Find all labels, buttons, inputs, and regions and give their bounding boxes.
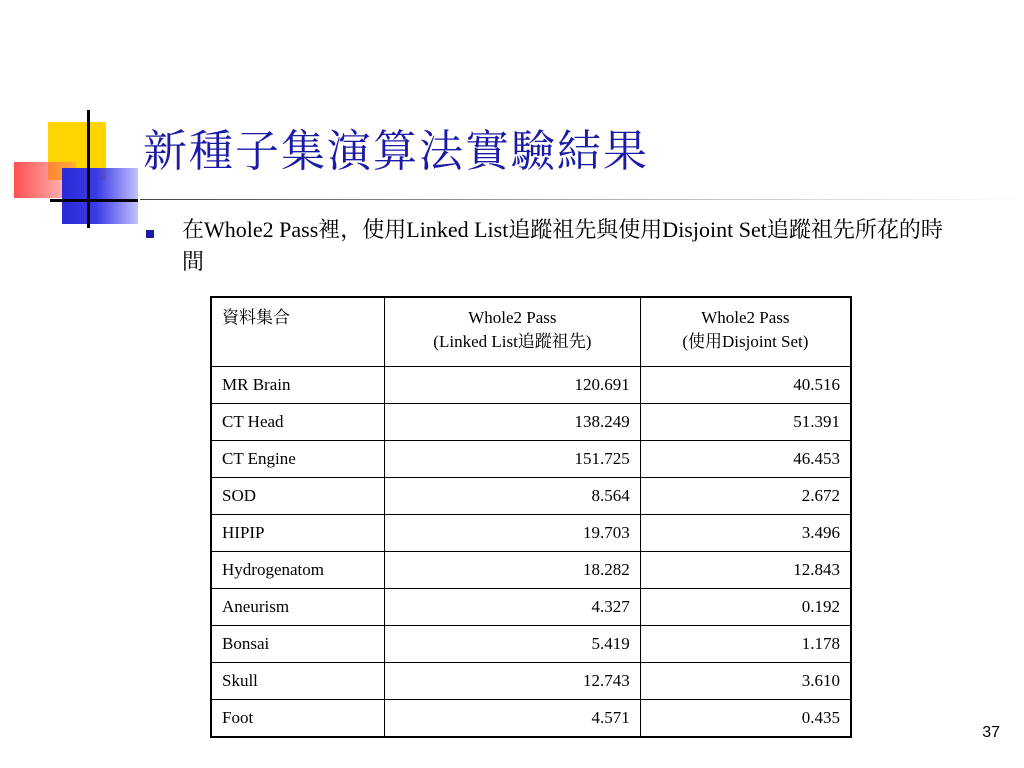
- header-disjoint-line2: (使用Disjoint Set): [682, 332, 809, 351]
- linked-list-time: 151.725: [385, 441, 641, 478]
- header-linked-line2: (Linked List追蹤祖先): [433, 332, 592, 351]
- dataset-name: Skull: [211, 663, 385, 700]
- header-linked-line1: Whole2 Pass: [468, 308, 557, 327]
- dataset-name: HIPIP: [211, 515, 385, 552]
- table-row: [211, 589, 851, 626]
- linked-list-time: 5.419: [385, 626, 641, 663]
- disjoint-set-time: 51.391: [640, 404, 851, 441]
- disjoint-set-time: 0.435: [640, 700, 851, 738]
- linked-list-time: 120.691: [385, 367, 641, 404]
- disjoint-set-time: 3.496: [640, 515, 851, 552]
- header-disjoint-line1: Whole2 Pass: [701, 308, 790, 327]
- bullet-square-icon: [146, 230, 154, 238]
- table-row: [211, 404, 851, 441]
- table-row: [211, 626, 851, 663]
- dataset-name: Foot: [211, 700, 385, 738]
- linked-list-time: 12.743: [385, 663, 641, 700]
- dataset-name: Bonsai: [211, 626, 385, 663]
- disjoint-set-time: 40.516: [640, 367, 851, 404]
- title-underline-rule: [140, 199, 1024, 200]
- table-row: [211, 515, 851, 552]
- dataset-name: CT Head: [211, 404, 385, 441]
- disjoint-set-time: 3.610: [640, 663, 851, 700]
- disjoint-set-time: 2.672: [640, 478, 851, 515]
- page-number: 37: [982, 724, 1000, 741]
- header-disjoint-set: [640, 297, 851, 367]
- disjoint-set-time: 12.843: [640, 552, 851, 589]
- table-row: [211, 478, 851, 515]
- bullet-text: 在Whole2 Pass裡，使用Linked List追蹤祖先與使用Disjoint Set追蹤祖先所花的時間: [182, 217, 943, 274]
- slide-title: 新種子集演算法實驗結果: [143, 127, 649, 176]
- dataset-name: Aneurism: [211, 589, 385, 626]
- linked-list-time: 8.564: [385, 478, 641, 515]
- results-table: [210, 296, 852, 738]
- table-row: [211, 441, 851, 478]
- table-row: [211, 367, 851, 404]
- table-row: [211, 700, 851, 738]
- decor-blue-block: [62, 168, 138, 224]
- dataset-name: SOD: [211, 478, 385, 515]
- disjoint-set-time: 1.178: [640, 626, 851, 663]
- disjoint-set-time: 0.192: [640, 589, 851, 626]
- linked-list-time: 138.249: [385, 404, 641, 441]
- table-row: [211, 552, 851, 589]
- disjoint-set-time: 46.453: [640, 441, 851, 478]
- dataset-name: MR Brain: [211, 367, 385, 404]
- linked-list-time: 19.703: [385, 515, 641, 552]
- header-dataset-label: 資料集合: [222, 308, 290, 327]
- header-linked-list: [385, 297, 641, 367]
- linked-list-time: 18.282: [385, 552, 641, 589]
- header-dataset: [211, 297, 385, 367]
- table-header-row: [211, 297, 851, 367]
- linked-list-time: 4.327: [385, 589, 641, 626]
- decor-horizontal-line: [50, 199, 138, 202]
- dataset-name: Hydrogenatom: [211, 552, 385, 589]
- decor-vertical-line: [87, 110, 90, 228]
- dataset-name: CT Engine: [211, 441, 385, 478]
- table-row: [211, 663, 851, 700]
- linked-list-time: 4.571: [385, 700, 641, 738]
